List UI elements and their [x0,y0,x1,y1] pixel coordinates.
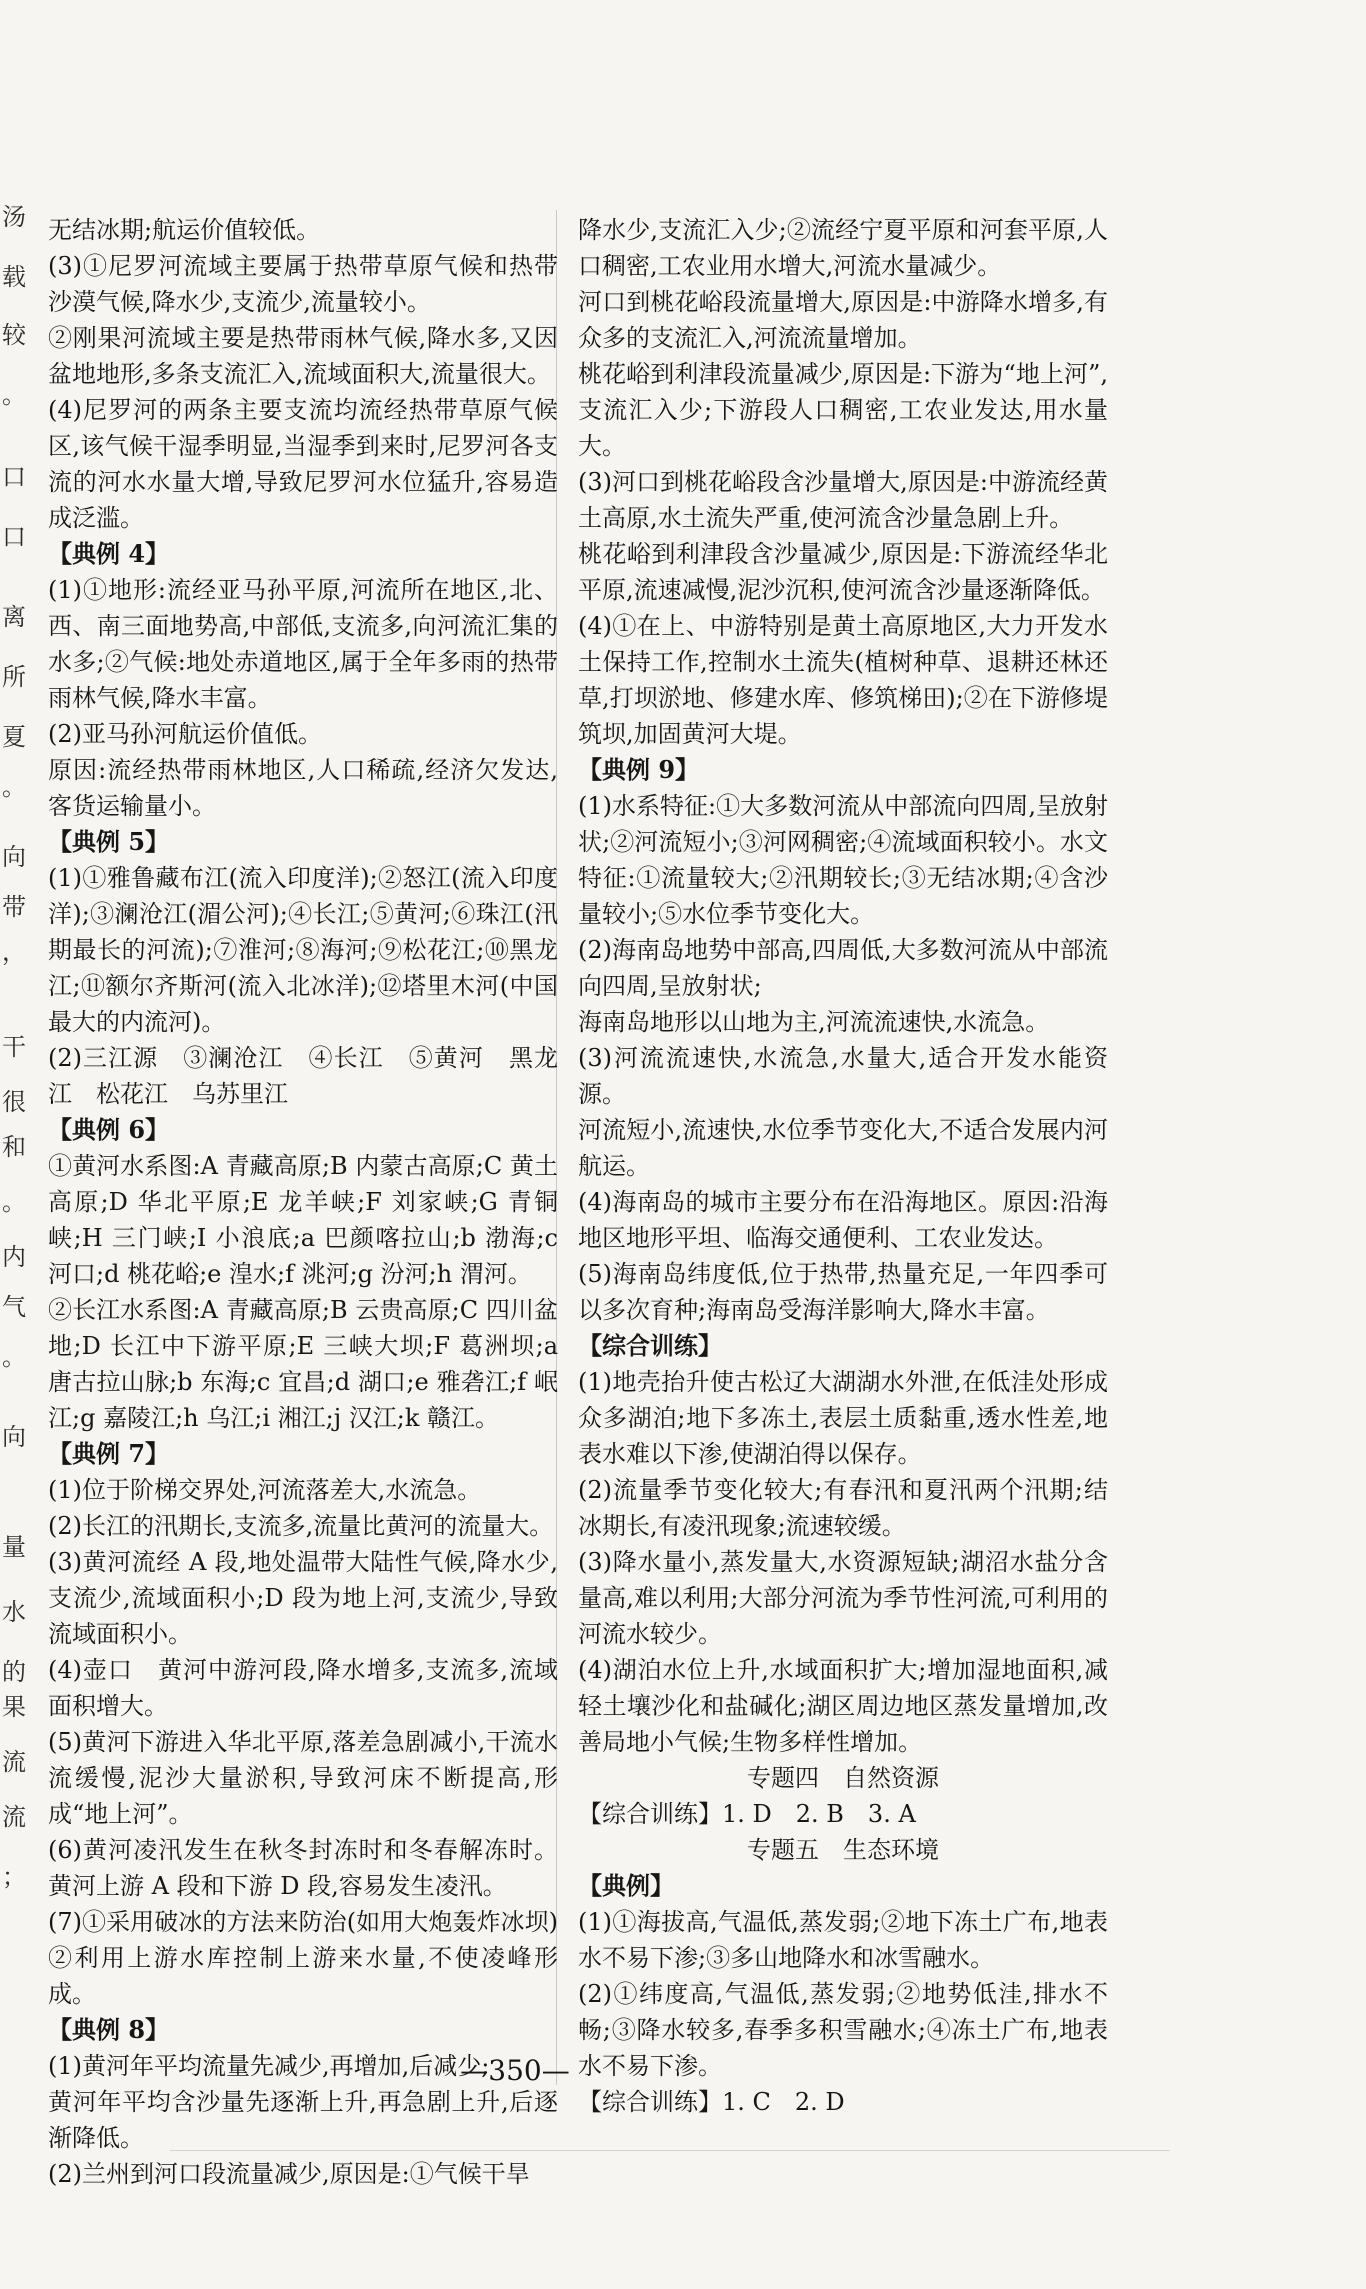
chapter-title: 专题四 自然资源 [747,1764,939,1792]
answer-paragraph: 黄河年平均含沙量先逐渐上升,再急剧上升,后逐渐降低。 [48,2088,558,2152]
margin-glyph: 水 [2,1598,26,1626]
answer-paragraph: ①黄河水系图:A 青藏高原;B 内蒙古高原;C 黄土高原;D 华北平原;E 龙羊峡;F 刘家峡;G 青铜峡;H 三门峡;I 小浪底;a 巴颜喀拉山;b 渤海;c 河口;d 桃花峪;e 湟水;f 洮河;g 汾河;h 渭河。 [48,1152,558,1288]
answer-paragraph: (2)亚马孙河航运价值低。 [48,720,322,748]
answer-paragraph: (2)三江源 ③澜沧江 ④长江 ⑤黄河 黑龙江 松花江 乌苏里江 [48,1044,558,1108]
section-heading: 【典例 7】 [48,1439,170,1468]
answer-paragraph: (1)黄河年平均流量先减少,再增加,后减少; [48,2052,490,2080]
answer-paragraph: (4)①在上、中游特别是黄土高原地区,大力开发水土保持工作,控制水土流失(植树种草、退耕还林还草,打坝淤地、修建水库、修筑梯田);②在下游修堤筑坝,加固黄河大堤。 [578,612,1108,748]
margin-glyph: 内 [2,1243,26,1271]
margin-glyph: 向 [2,843,26,871]
answer-paragraph: (5)黄河下游进入华北平原,落差急剧减小,干流水流缓慢,泥沙大量淤积,导致河床不断提高,形成“地上河”。 [48,1728,558,1828]
section-heading: 【典例 9】 [578,755,700,784]
margin-glyph: 流 [2,1803,26,1831]
section-heading: 【典例】 [578,1871,674,1900]
section-heading: 【典例 6】 [48,1115,170,1144]
answer-paragraph: 原因:流经热带雨林地区,人口稀疏,经济欠发达,客货运输量小。 [48,756,558,820]
answer-paragraph: (3)河口到桃花峪段含沙量增大,原因是:中游流经黄土高原,水土流失严重,使河流含沙量急剧上升。 [578,468,1108,532]
answer-paragraph: (3)降水量小,蒸发量大,水资源短缺;湖沼水盐分含量高,难以利用;大部分河流为季节性河流,可利用的河流水较少。 [578,1548,1108,1648]
answer-paragraph: (3)黄河流经 A 段,地处温带大陆性气候,降水少,支流少,流域面积小;D 段为地上河,支流少,导致流域面积小。 [48,1548,558,1648]
page-number: —350— [460,2054,570,2087]
answer-paragraph: ②刚果河流域主要是热带雨林气候,降水多,又因盆地地形,多条支流汇入,流域面积大,流量很大。 [48,324,558,388]
margin-glyph: 夏 [2,723,26,751]
answer-paragraph: (3)①尼罗河流域主要属于热带草原气候和热带沙漠气候,降水少,支流少,流量较小。 [48,252,558,316]
answer-paragraph: 无结冰期;航运价值较低。 [48,216,321,244]
left-column [48,212,582,2192]
margin-glyph: 流 [2,1748,26,1776]
answer-paragraph: (2)流量季节变化较大;有春汛和夏汛两个汛期;结冰期长,有凌汛现象;流速较缓。 [578,1476,1108,1540]
margin-glyph: 。 [2,773,26,801]
answer-paragraph: (1)水系特征:①大多数河流从中部流向四周,呈放射状;②河流短小;③河网稠密;④流域面积较小。水文特征:①流量较大;②汛期较长;③无结冰期;④含沙量较小;⑤水位季节变化大。 [578,792,1108,928]
margin-glyph: 。 [2,1188,26,1216]
answer-paragraph: (4)湖泊水位上升,水域面积扩大;增加湿地面积,减轻土壤沙化和盐碱化;湖区周边地区蒸发量增加,改善局地小气候;生物多样性增加。 [578,1656,1108,1756]
section-heading: 【典例 8】 [48,2015,170,2044]
answer-paragraph: (2)长江的汛期长,支流多,流量比黄河的流量大。 [48,1512,554,1540]
answer-paragraph: 桃花峪到利津段含沙量减少,原因是:下游流经华北平原,流速减慢,泥沙沉积,使河流含沙量逐渐降低。 [578,540,1108,604]
section-heading: 【典例 4】 [48,539,170,568]
margin-glyph: ， [2,938,26,966]
answer-paragraph: (1)①地形:流经亚马孙平原,河流所在地区,北、西、南三面地势高,中部低,支流多,向河流汇集的水多;②气候:地处赤道地区,属于全年多雨的热带雨林气候,降水丰富。 [48,576,558,712]
margin-glyph: 干 [2,1033,26,1061]
margin-glyph: 和 [2,1133,26,1161]
answer-paragraph: ②长江水系图:A 青藏高原;B 云贵高原;C 四川盆地;D 长江中下游平原;E 三峡大坝;F 葛洲坝;a 唐古拉山脉;b 东海;c 宜昌;d 湖口;e 雅砻江;f 岷江;g 嘉陵江;h 乌江;i 湘江;j 汉江;k 赣江。 [48,1296,558,1432]
margin-glyph: 带 [2,893,26,921]
margin-glyph: 汤 [2,203,26,231]
answer-paragraph: 河口到桃花峪段流量增大,原因是:中游降水增多,有众多的支流汇入,河流流量增加。 [578,288,1108,352]
margin-glyph: 量 [2,1533,26,1561]
left-margin-strip [0,203,26,2105]
chapter-title: 专题五 生态环境 [747,1836,939,1864]
margin-glyph: 。 [2,1343,26,1371]
scan-bottom-line [170,2150,1170,2151]
answer-paragraph: 【综合训练】1. D 2. B 3. A [578,1800,916,1828]
margin-glyph: 较 [2,321,26,349]
right-column [578,212,1108,2120]
margin-glyph: 。 [2,381,26,409]
margin-glyph: 果 [2,1693,26,1721]
answer-paragraph: (4)壶口 黄河中游河段,降水增多,支流多,流域面积增大。 [48,1656,558,1720]
answer-paragraph: (1)①海拔高,气温低,蒸发弱;②地下冻土广布,地表水不易下渗;③多山地降水和冰雪融水。 [578,1908,1108,1972]
margin-glyph: 所 [2,663,26,691]
answer-paragraph: (7)①采用破冰的方法来防治(如用大炮轰炸冰坝) ②利用上游水库控制上游来水量,不使凌峰形成。 [48,1908,582,2008]
answer-paragraph: (3)河流流速快,水流急,水量大,适合开发水能资源。 [578,1044,1108,1108]
margin-glyph: 气 [2,1293,26,1321]
answer-paragraph: (2)①纬度高,气温低,蒸发弱;②地势低洼,排水不畅;③降水较多,春季多积雪融水;④冻土广布,地表水不易下渗。 [578,1980,1108,2080]
answer-paragraph: (1)地壳抬升使古松辽大湖湖水外泄,在低洼处形成众多湖泊;地下多冻土,表层土质黏重,透水性差,地表水难以下渗,使湖泊得以保存。 [578,1368,1108,1468]
margin-glyph: 向 [2,1423,26,1451]
section-heading: 【典例 5】 [48,827,170,856]
answer-paragraph: (2)兰州到河口段流量减少,原因是:①气候干旱 [48,2160,530,2188]
answer-paragraph: (1)①雅鲁藏布江(流入印度洋);②怒江(流入印度洋);③澜沧江(湄公河);④长江;⑤黄河;⑥珠江(汛期最长的河流);⑦淮河;⑧海河;⑨松花江;⑩黑龙江;⑪额尔齐斯河(流入北冰洋);⑫塔里木河(中国最大的内流河)。 [48,864,558,1036]
margin-glyph: ； [2,1863,26,1891]
margin-glyph: 口 [2,523,26,551]
section-heading: 【综合训练】 [578,1331,722,1360]
answer-paragraph: 【综合训练】1. C 2. D [578,2088,845,2116]
answer-paragraph: (2)海南岛地势中部高,四周低,大多数河流从中部流向四周,呈放射状; [578,936,1108,1000]
answer-paragraph: (1)位于阶梯交界处,河流落差大,水流急。 [48,1476,482,1504]
margin-glyph: 很 [2,1088,26,1116]
answer-paragraph: (5)海南岛纬度低,位于热带,热量充足,一年四季可以多次育种;海南岛受海洋影响大,降水丰富。 [578,1260,1108,1324]
margin-glyph: 载 [2,263,26,291]
answer-paragraph: 降水少,支流汇入少;②流经宁夏平原和河套平原,人口稠密,工农业用水增大,河流水量减少。 [578,216,1108,280]
margin-glyph: 口 [2,463,26,491]
answer-paragraph: (4)尼罗河的两条主要支流均流经热带草原气候区,该气候干湿季明显,当湿季到来时,尼罗河各支流的河水水量大增,导致尼罗河水位猛升,容易造成泛滥。 [48,396,558,532]
answer-paragraph: 海南岛地形以山地为主,河流流速快,水流急。 [578,1008,1050,1036]
answer-paragraph: 河流短小,流速快,水位季节变化大,不适合发展内河航运。 [578,1116,1108,1180]
margin-glyph: 的 [2,1658,26,1686]
answer-paragraph: 桃花峪到利津段流量减少,原因是:下游为“地上河”,支流汇入少;下游段人口稠密,工农业发达,用水量大。 [578,360,1108,460]
answer-paragraph: (6)黄河凌汛发生在秋冬封冻时和冬春解冻时。黄河上游 A 段和下游 D 段,容易发生凌汛。 [48,1836,558,1900]
margin-glyph: 离 [2,603,26,631]
answer-paragraph: (4)海南岛的城市主要分布在沿海地区。原因:沿海地区地形平坦、临海交通便利、工农业发达。 [578,1188,1108,1252]
